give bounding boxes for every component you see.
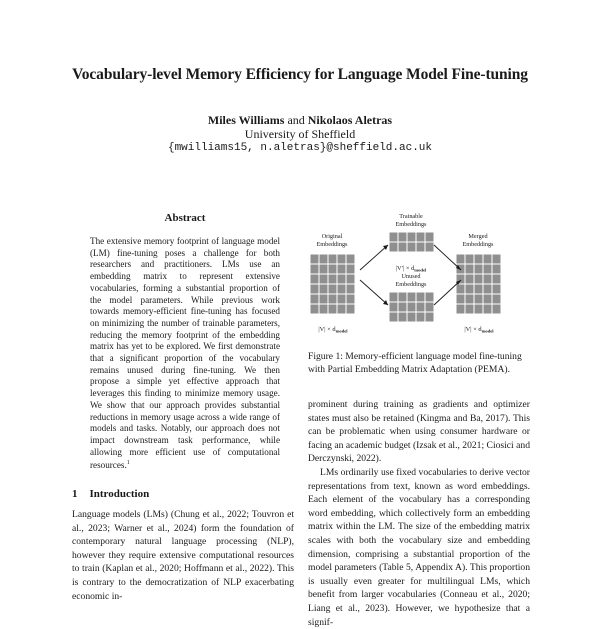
author-name: Miles Williams (207, 113, 285, 127)
matrix-cell (389, 312, 398, 322)
matrix-cell (346, 264, 355, 274)
matrix-cell (456, 254, 465, 264)
matrix-cell (465, 304, 474, 314)
matrix-cell (492, 294, 501, 304)
matrix-cell (346, 284, 355, 294)
matrix-cell (416, 302, 425, 312)
matrix-cell (328, 294, 337, 304)
matrix-cell (416, 242, 425, 252)
matrix-cell (465, 274, 474, 284)
matrix-cell (310, 294, 319, 304)
matrix-cell (474, 274, 483, 284)
matrix-cell (389, 302, 398, 312)
author-emails: {mwilliams15, n.aletras}@sheffield.ac.uk (167, 142, 433, 154)
matrix-cell (310, 274, 319, 284)
matrix-cell (346, 294, 355, 304)
matrix-cell (483, 284, 492, 294)
merged-embedding-matrix (456, 254, 501, 314)
matrix-cell (389, 292, 398, 302)
matrix-cell (407, 232, 416, 242)
dim-trainable: $|V'| \times d_{model}$ (395, 265, 427, 273)
matrix-cell (398, 302, 407, 312)
abstract-body (90, 236, 280, 472)
section-title: Introduction (89, 488, 150, 500)
matrix-cell (319, 264, 328, 274)
matrix-cell (465, 254, 474, 264)
label-original-line1: Original (321, 233, 343, 240)
label-unused-line2: Embeddings (395, 281, 427, 288)
matrix-cell (474, 304, 483, 314)
arrow-original-to-trainable (360, 245, 388, 270)
matrix-cell (319, 294, 328, 304)
matrix-cell (474, 264, 483, 274)
matrix-cell (483, 274, 492, 284)
matrix-cell (416, 232, 425, 242)
matrix-cell (337, 284, 346, 294)
matrix-cell (346, 254, 355, 264)
unused-embedding-matrix (389, 292, 434, 322)
matrix-cell (456, 284, 465, 294)
matrix-cell (492, 304, 501, 314)
matrix-cell (483, 254, 492, 264)
matrix-cell (483, 294, 492, 304)
matrix-cell (389, 232, 398, 242)
matrix-cell (474, 284, 483, 294)
trainable-embedding-matrix (389, 232, 434, 252)
matrix-cell (328, 274, 337, 284)
matrix-cell (310, 254, 319, 264)
figure-pema-diagram (308, 210, 530, 340)
matrix-cell (398, 292, 407, 302)
matrix-cell (319, 254, 328, 264)
author-line (0, 113, 600, 127)
matrix-cell (407, 242, 416, 252)
label-unused-line1: Unused (401, 273, 421, 280)
matrix-cell (346, 274, 355, 284)
author-name: Nikolaos Aletras (307, 113, 393, 127)
matrix-cell (416, 292, 425, 302)
author-conjunction: and (287, 113, 305, 127)
matrix-cell (328, 254, 337, 264)
label-merged-line2: Embeddings (462, 241, 494, 248)
matrix-cell (492, 274, 501, 284)
matrix-cell (456, 294, 465, 304)
matrix-cell (310, 264, 319, 274)
paragraph: prominent during training as gradients and optimizer states must also be retained (Kingma and Ba, 2017). This can be problematic when using consumer hardware or facing an academic budget (Izsak et al., 2021; Ciosici and Derczynski, 2022). (308, 399, 530, 465)
arrow-original-to-unused (360, 280, 388, 305)
matrix-cell (483, 304, 492, 314)
matrix-cell (337, 254, 346, 264)
figure-caption: Figure 1: Memory-efficient language model fine-tuning with Partial Embedding Matrix Adaptation (PEMA). (308, 351, 522, 375)
matrix-cell (492, 254, 501, 264)
matrix-cell (337, 274, 346, 284)
intro-text (72, 508, 294, 603)
matrix-cell (337, 304, 346, 314)
paragraph: LMs ordinarily use fixed vocabularies to derive vector representations from text, known as word embeddings. Each element of the vocabulary has a corresponding word embedding, which collectively form an embedding matrix within the LM. The size of the embedding matrix scales with both the vocabulary size and embedding dimension, comprising a substantial proportion of the model parameters (Table 5, Appendix A). This proportion is usually even greater for multilingual LMs, which benefit from larger vocabularies (Conneau et al., 2020; Liang et al., 2023). However, we hypothesize that a signif- (308, 466, 530, 628)
matrix-cell (456, 304, 465, 314)
matrix-cell (328, 284, 337, 294)
matrix-cell (407, 302, 416, 312)
section-number: 1 (72, 488, 78, 500)
dim-merged: $|V| \times d_{model}$ (464, 326, 494, 334)
matrix-cell (389, 242, 398, 252)
matrix-cell (425, 302, 434, 312)
matrix-cell (474, 294, 483, 304)
original-embedding-matrix (310, 254, 355, 314)
matrix-cell (425, 232, 434, 242)
matrix-cell (492, 284, 501, 294)
matrix-cell (416, 312, 425, 322)
matrix-cell (483, 264, 492, 274)
matrix-cell (492, 264, 501, 274)
matrix-cell (319, 284, 328, 294)
footnote-mark: 1 (126, 460, 130, 467)
intro-paragraph: Language models (LMs) (Chung et al., 2022; Touvron et al., 2023; Warner et al., 2024) form the foundation of contemporary natural language processing (NLP), however they require extensive computational resources to train (Kaplan et al., 2020; Hoffmann et al., 2022). This is contrary to the democratization of NLP exacerbating economic in- (72, 509, 294, 602)
right-column-text (308, 398, 530, 629)
dim-original: $|V| \times d_{model}$ (318, 326, 348, 334)
matrix-cell (465, 294, 474, 304)
matrix-cell (328, 264, 337, 274)
matrix-cell (310, 304, 319, 314)
paper-title: Vocabulary-level Memory Efficiency for Language Model Fine-tuning (72, 66, 528, 83)
matrix-cell (398, 312, 407, 322)
matrix-cell (407, 312, 416, 322)
matrix-cell (398, 232, 407, 242)
label-trainable-line1: Trainable (399, 213, 423, 220)
matrix-cell (465, 284, 474, 294)
matrix-cell (319, 304, 328, 314)
label-trainable-line2: Embeddings (395, 221, 427, 228)
matrix-cell (425, 292, 434, 302)
matrix-cell (407, 292, 416, 302)
abstract-heading: Abstract (164, 212, 206, 224)
matrix-cell (425, 242, 434, 252)
matrix-cell (398, 242, 407, 252)
affiliation: University of Sheffield (244, 127, 356, 141)
matrix-cell (425, 312, 434, 322)
matrix-cell (328, 304, 337, 314)
matrix-cell (465, 264, 474, 274)
matrix-cell (319, 274, 328, 284)
abstract-text: The extensive memory footprint of language model (LM) fine-tuning poses a challenge for both researchers and practitioners. LMs use an embedding matrix to represent extensive vocabularies, forming a substantial proportion of the model parameters. While previous work towards memory-efficient fine-tuning has focused on minimizing the number of trainable parameters, reducing the memory footprint of the embedding matrix has yet to be explored. We first demonstrate that a significant proportion of the vocabulary remains unused during fine-tuning. We then propose a simple yet effective approach that leverages this finding to minimize memory usage. We show that our approach provides substantial reductions in memory usage across a wide range of models and tasks. Notably, our approach does not impact downstream task performance, while allowing more efficient use of computational resources. (90, 236, 280, 471)
matrix-cell (346, 304, 355, 314)
label-original-line2: Embeddings (316, 241, 348, 248)
matrix-cell (474, 254, 483, 264)
matrix-cell (337, 294, 346, 304)
author-block (0, 113, 600, 155)
section-heading (72, 488, 161, 500)
label-merged-line1: Merged (468, 233, 488, 240)
matrix-cell (337, 264, 346, 274)
matrix-cell (310, 284, 319, 294)
